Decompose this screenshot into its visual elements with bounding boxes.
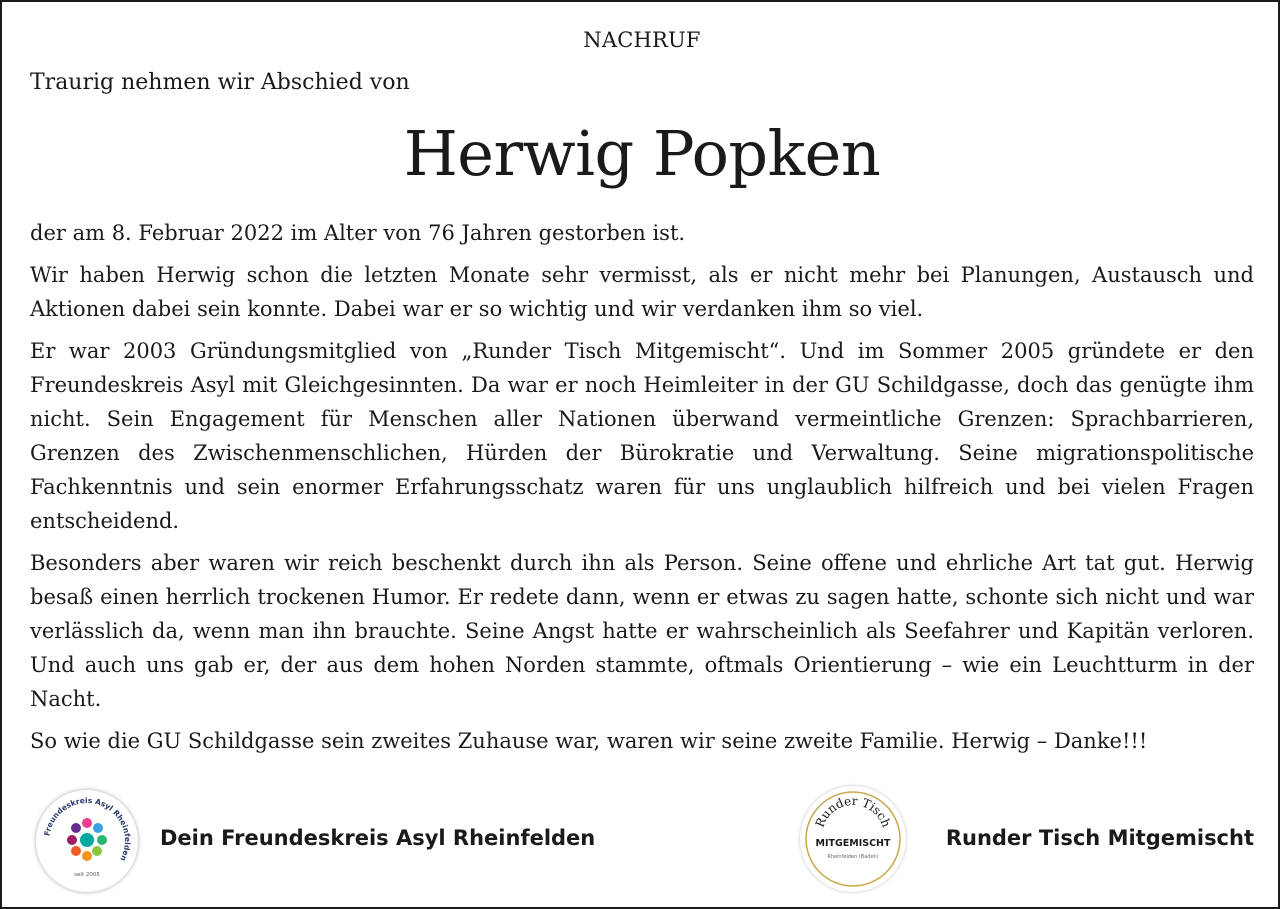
notice-heading: NACHRUF [583,28,701,52]
signature-freundeskreis-asyl: Dein Freundeskreis Asyl Rheinfelden [160,826,596,850]
runder-logo-main-text: MITGEMISCHT [815,838,891,849]
intro-line: Traurig nehmen wir Abschied von [30,70,410,95]
obituary-body [30,216,1254,766]
paragraph-death-date: der am 8. Februar 2022 im Alter von 76 Jahren gestorben ist. [30,221,686,245]
obituary-content [30,2,1254,907]
runder-tisch-logo-icon [800,786,906,892]
paragraph-thanks: So wie die GU Schildgasse sein zweites Zuhause war, waren wir seine zweite Familie. Herwig – Danke!!! [30,729,1148,753]
paragraph-personality: Besonders aber waren wir reich beschenkt durch ihn als Person. Seine offene und ehrliche Art tat gut. Herwig besaß einen herrlich trockenen Humor. Er redete dann, wenn er etwas zu sagen hatte, schonte sich nicht und war verlässlich da, wenn man ihn brauchte. Seine Angst hatte er wahrscheinlich als Seefahrer und Kapitän verloren. Und auch uns gab er, der aus dem hohen Norden stammte, oftmals Orientierung – wie ein Leuchtturm in der Nacht. [30,551,1254,711]
svg-text:Runder Tisch [813,794,894,830]
signature-footer [30,786,1254,896]
freundeskreis-asyl-logo-icon [36,790,138,892]
paragraph-engagement: Er war 2003 Gründungsmitglied von „Runder Tisch Mitgemischt“. Und im Sommer 2005 gründete er den Freundeskreis Asyl mit Gleichgesinnten. Da war er noch Heimleiter in der GU Schildgasse, doch das genügte ihm nicht. Sein Engagement für Menschen aller Nationen überwand vermeintliche Grenzen: Sprachbarrieren, Grenzen des Zwischenmenschlichen, Hürden der Bürokratie und Verwaltung. Seine migrationspolitische Fachkenntnis und sein enormer Erfahrungsschatz waren für uns unglaublich hilfreich und bei vielen Fragen entscheidend. [30,339,1254,533]
runder-logo-arc-text: Runder Tisch [812,793,894,830]
deceased-name: Herwig Popken [403,117,881,190]
asyl-logo-ring-text: Freundeskreis Asyl Rheinfelden [42,795,133,863]
runder-logo-sub-text: Rheinfelden (Baden) [827,854,879,860]
asyl-logo-since: seit 2005 [74,872,100,878]
signature-runder-tisch: Runder Tisch Mitgemischt [945,826,1254,850]
paragraph-missed: Wir haben Herwig schon die letzten Monate sehr vermisst, als er nicht mehr bei Planungen, Austausch und Aktionen dabei sein konnte. Dabei war er so wichtig und wir verdanken ihm so viel. [30,263,1254,321]
